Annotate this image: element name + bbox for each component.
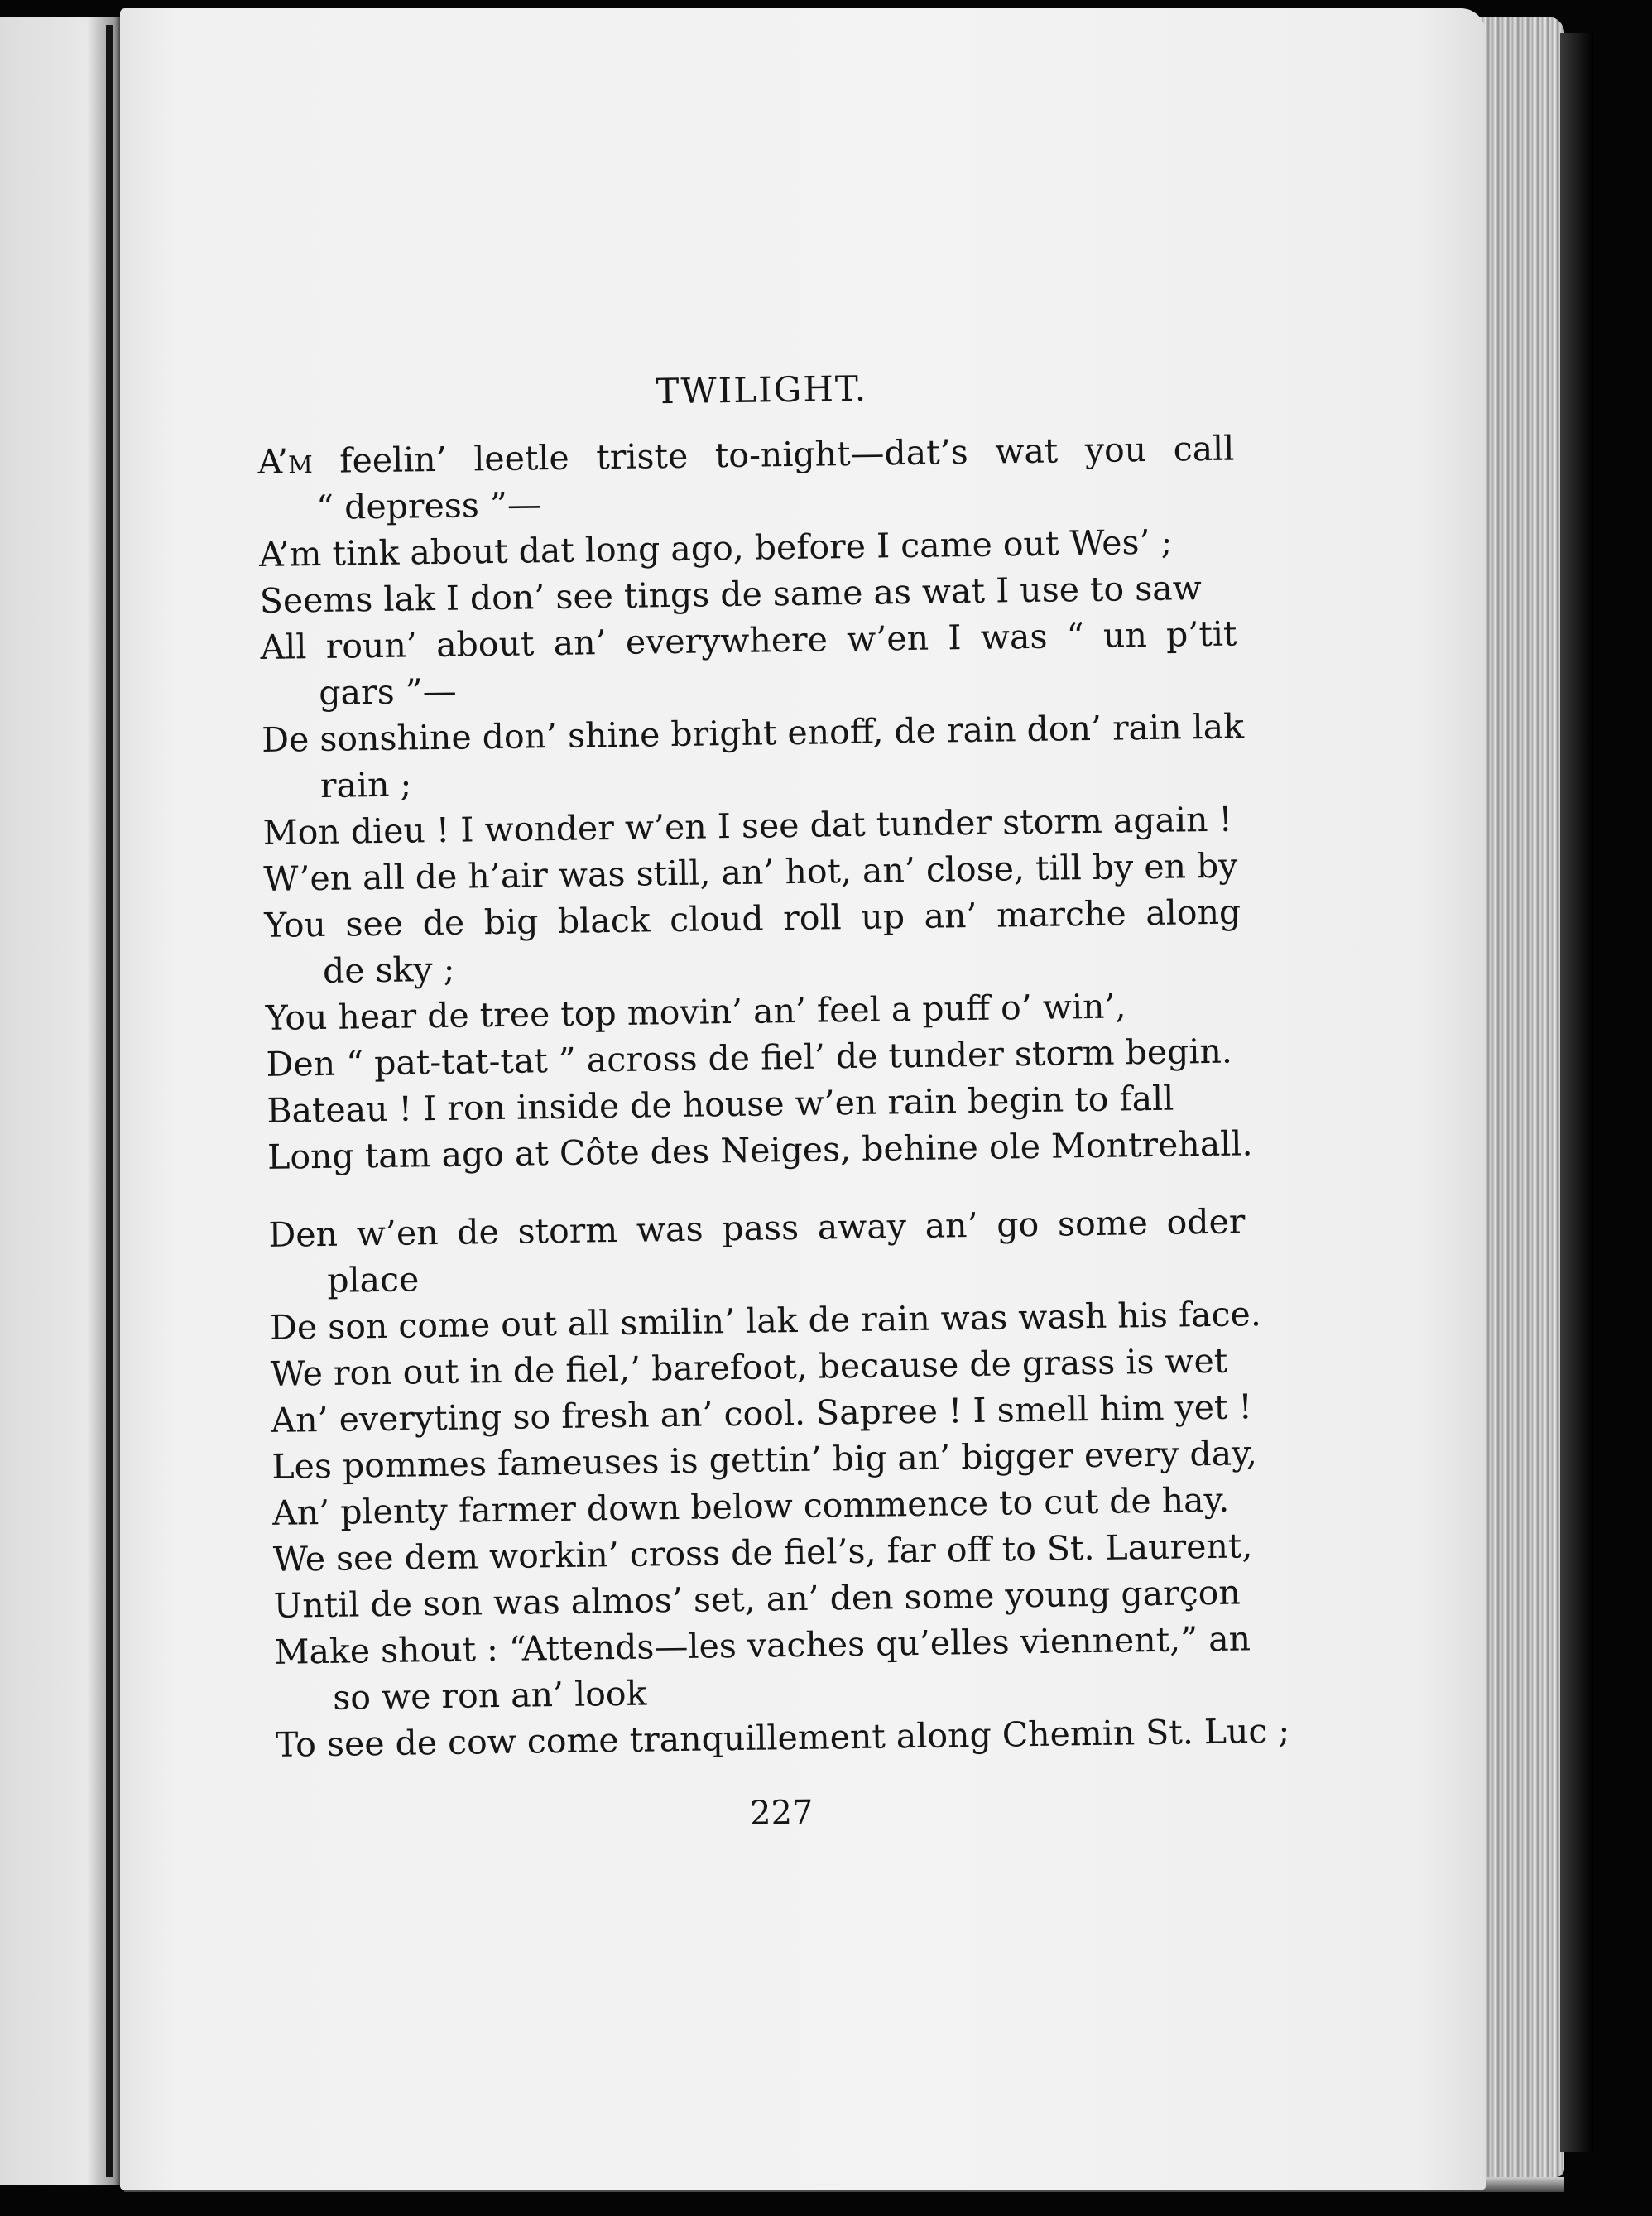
poem-line: To see de cow come tranquillement along Chemin St. Luc ; xyxy=(275,1710,1290,1765)
book-gutter xyxy=(106,25,113,2177)
poem-line: Until de son was almos’ set, an’ den some young garçon xyxy=(273,1572,1241,1626)
poem-line: Den “ pat-tat-tat ” across de fiel’ de tunder storm begin. xyxy=(266,1031,1233,1084)
stanza-2 xyxy=(268,1198,1290,1767)
poem-line: rain ; xyxy=(319,764,412,805)
poem-title: TWILIGHT. xyxy=(656,368,868,412)
poem-line: place xyxy=(326,1259,420,1300)
poem-line: Mon dieu ! I wonder w’en I see dat tunder storm again ! xyxy=(262,799,1233,853)
poem-line: Long tam ago at Côte des Neiges, behine ole Montrehall. xyxy=(267,1123,1253,1177)
poem-line: Make shout : “Attends—les vaches qu’elles viennent,” an xyxy=(274,1618,1251,1672)
page-fore-edge xyxy=(1473,17,1564,2177)
poem-line: De son come out all smilin’ lak de rain was wash his face. xyxy=(269,1294,1262,1348)
poem-line: so we ron an’ look xyxy=(332,1673,647,1718)
poem-line: You hear de tree top movin’ an’ feel a puff o’ win’, xyxy=(265,986,1126,1038)
poem-line: “ depress ”— xyxy=(315,484,542,528)
poem-line: Les pommes fameuses is gettin’ big an’ bigger every day, xyxy=(271,1433,1258,1487)
poem-line: A’m tink about dat long ago, before I came out Wes’ ; xyxy=(258,522,1173,574)
poem-line: An’ plenty farmer down below commence to cut de hay. xyxy=(271,1479,1230,1533)
poem-line: We ron out in de fiel,’ barefoot, because de grass is wet xyxy=(270,1340,1228,1394)
poem-line: All roun’ about an’ everywhere w’en I was “ un p’tit xyxy=(260,613,1237,667)
stanza-1 xyxy=(257,425,1253,1180)
poem-line: De sonshine don’ shine bright enoff, de rain don’ rain lak xyxy=(261,706,1245,760)
fore-edge-shadow xyxy=(1560,33,1593,2152)
drop-word: A’m xyxy=(257,441,314,482)
poem-line: gars ”— xyxy=(319,671,457,713)
line-text: feelin’ leetle triste to-night—dat’s wat you call xyxy=(312,428,1235,482)
poem-line: Den w’en de storm was pass away an’ go some oder xyxy=(268,1201,1246,1255)
poem-line: de sky ; xyxy=(322,949,455,991)
poem-line: Seems lak I don’ see tings de same as wat I use to saw xyxy=(259,568,1203,621)
poem-line: You see de big black cloud roll up an’ marche along xyxy=(263,892,1241,945)
poem-text-block xyxy=(257,363,1290,1839)
poem-line: An’ everyting so fresh an’ cool. Sapree ! I smell him yet ! xyxy=(271,1387,1253,1440)
poem-line: We see dem workin’ cross de fiel’s, far off to St. Laurent, xyxy=(272,1526,1253,1579)
poem-line: W’en all de h’air was still, an’ hot, an’ close, till by en by xyxy=(263,845,1238,899)
poem-line: Bateau ! I ron inside de house w’en rain begin to fall xyxy=(267,1078,1174,1131)
page-number: 227 xyxy=(749,1793,814,1833)
